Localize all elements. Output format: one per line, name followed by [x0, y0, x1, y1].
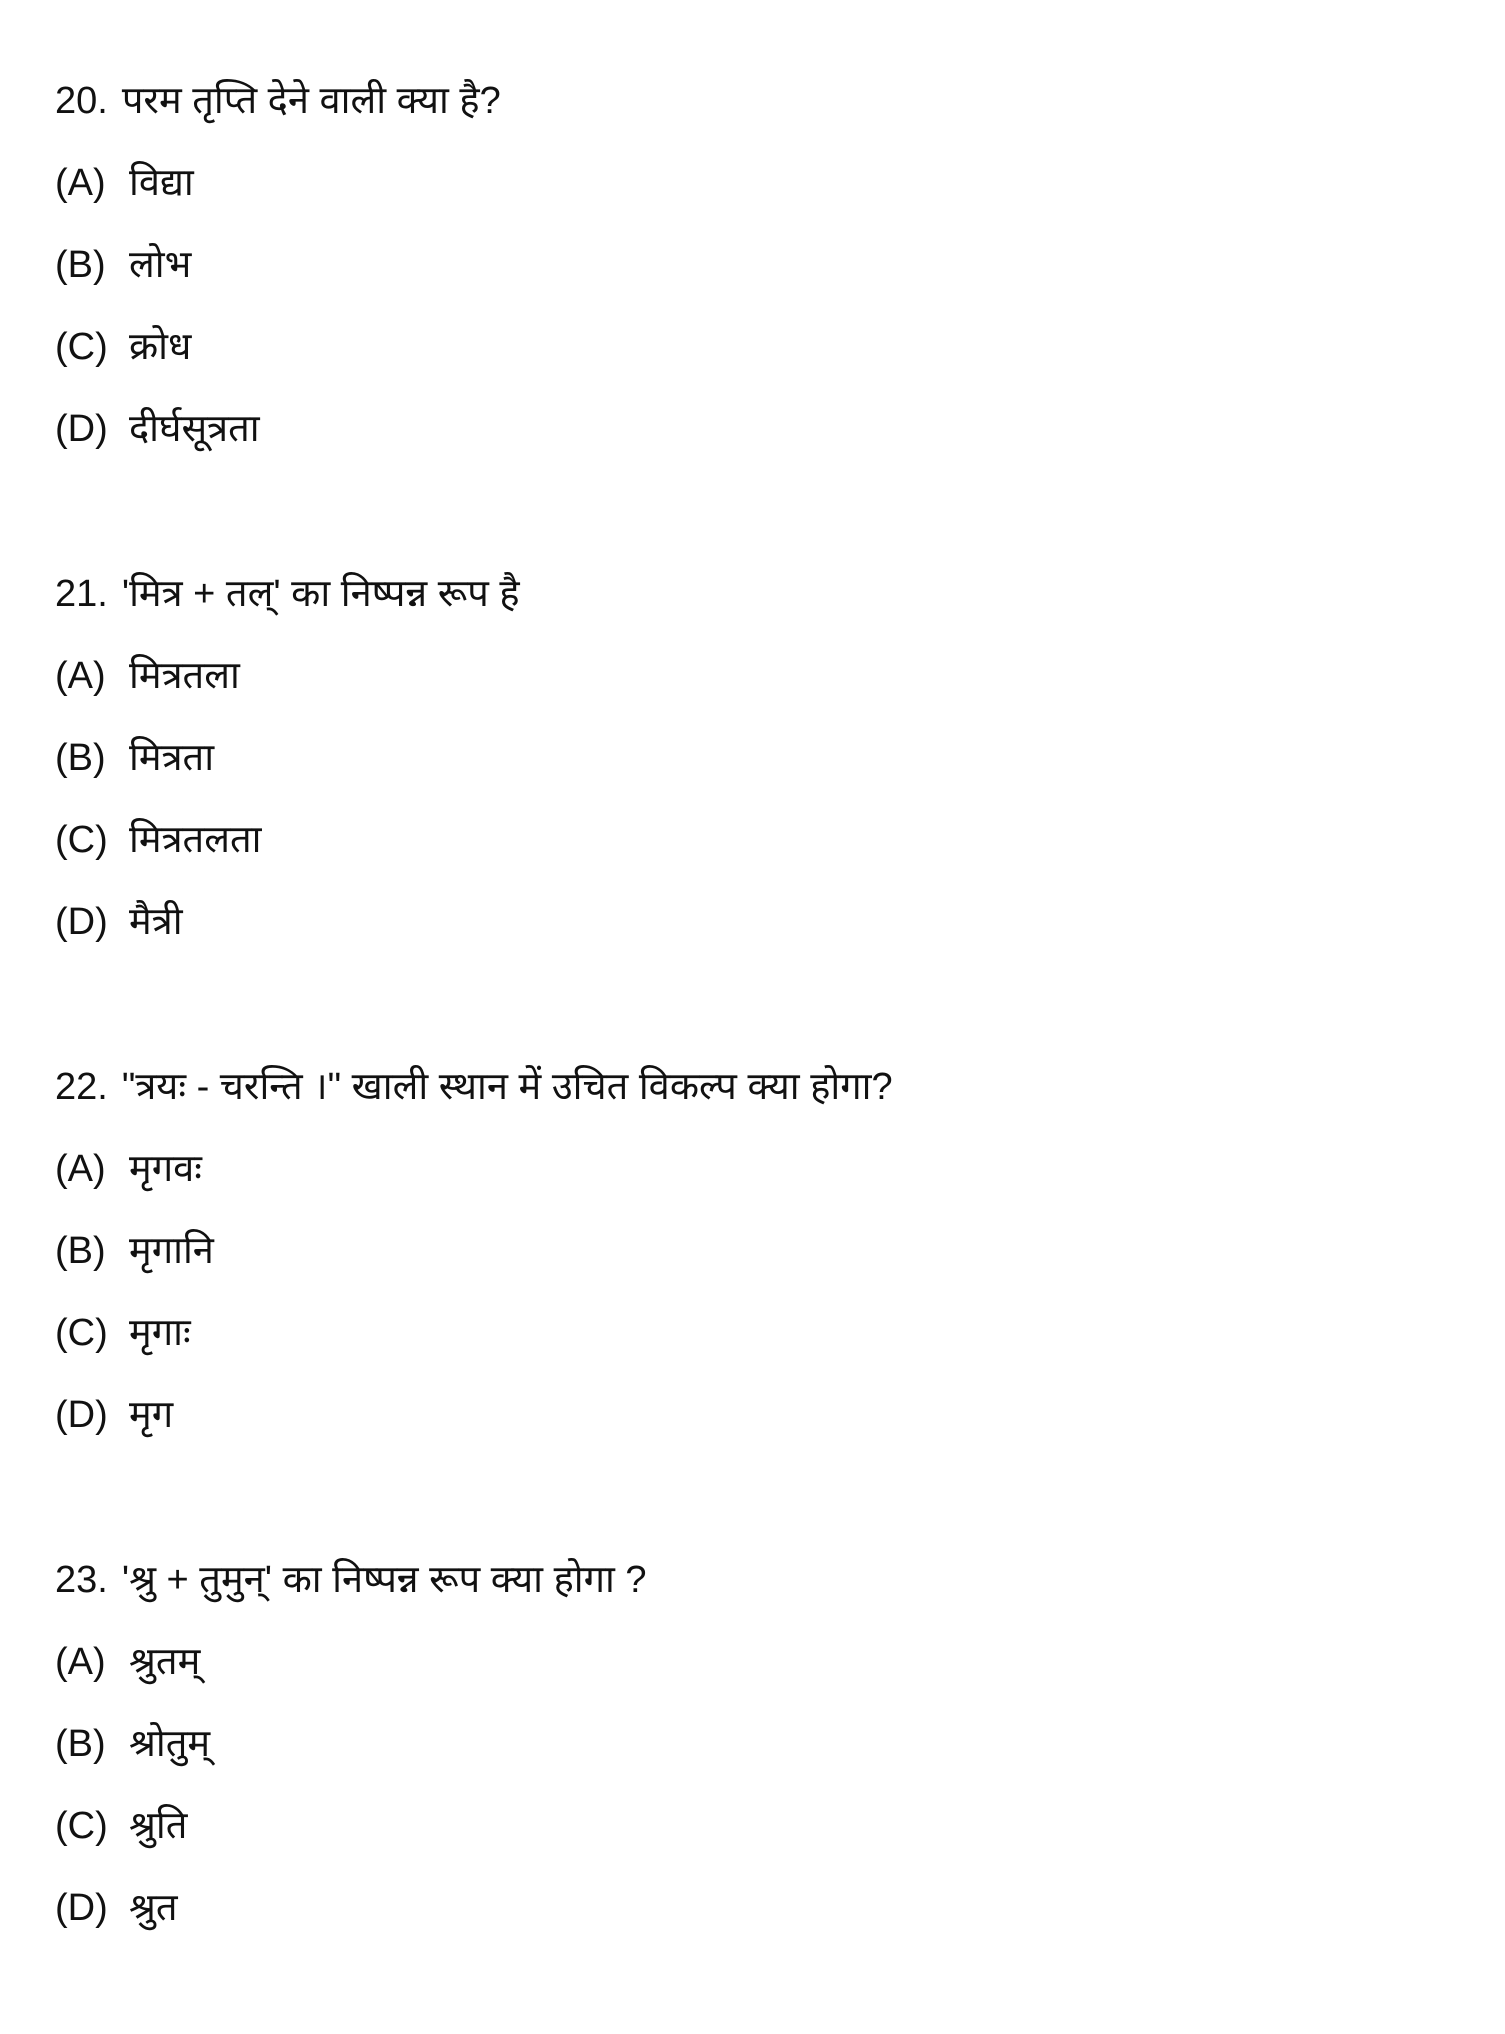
question-number: 20.: [55, 80, 108, 122]
option-c: [55, 1292, 893, 1374]
option-text: मित्रतला: [129, 655, 240, 697]
option-text: श्रुत: [129, 1887, 178, 1929]
question-block: [55, 1539, 647, 1949]
option-text: मैत्री: [129, 901, 183, 943]
question-block: [55, 553, 520, 963]
question-stem: [55, 553, 520, 635]
question-number: 23.: [55, 1559, 108, 1601]
option-b: [55, 717, 520, 799]
question-stem: [55, 1539, 647, 1621]
option-text: मृगवः: [129, 1148, 202, 1190]
option-label: (C): [55, 326, 108, 368]
question-block: [55, 1046, 893, 1456]
option-text: मित्रतलता: [129, 819, 262, 861]
option-d: [55, 388, 501, 470]
option-label: (B): [55, 244, 106, 286]
question-stem: [55, 1046, 893, 1128]
option-text: मृगानि: [129, 1230, 214, 1272]
option-text: मृग: [129, 1394, 174, 1436]
option-c: [55, 799, 520, 881]
option-text: दीर्घसूत्रता: [129, 408, 260, 450]
option-a: [55, 142, 501, 224]
option-label: (B): [55, 737, 106, 779]
option-label: (C): [55, 1805, 108, 1847]
option-a: [55, 635, 520, 717]
option-label: (A): [55, 1148, 106, 1190]
option-label: (A): [55, 162, 106, 204]
question-text: 'मित्र + तल्' का निष्पन्न रूप है: [121, 573, 520, 615]
option-text: श्रुतम्: [129, 1641, 201, 1683]
option-text: श्रोतुम्: [129, 1723, 211, 1765]
option-label: (B): [55, 1723, 106, 1765]
option-label: (D): [55, 1394, 108, 1436]
option-text: विद्या: [129, 162, 194, 204]
option-c: [55, 1785, 647, 1867]
option-c: [55, 306, 501, 388]
option-label: (C): [55, 819, 108, 861]
option-b: [55, 224, 501, 306]
option-text: मित्रता: [129, 737, 215, 779]
option-label: (A): [55, 655, 106, 697]
option-label: (C): [55, 1312, 108, 1354]
option-label: (B): [55, 1230, 106, 1272]
question-stem: [55, 60, 501, 142]
option-label: (D): [55, 901, 108, 943]
option-b: [55, 1703, 647, 1785]
option-text: श्रुति: [129, 1805, 188, 1847]
option-a: [55, 1621, 647, 1703]
question-block: [55, 60, 501, 470]
option-d: [55, 1867, 647, 1949]
option-text: मृगाः: [129, 1312, 191, 1354]
question-text: "त्रयः - चरन्ति ।" खाली स्थान में उचित विकल्प क्या होगा?: [121, 1066, 893, 1108]
option-a: [55, 1128, 893, 1210]
option-text: क्रोध: [129, 326, 192, 368]
question-text: 'श्रु + तुमुन्' का निष्पन्न रूप क्या होगा ?: [121, 1559, 647, 1601]
question-text: परम तृप्ति देने वाली क्या है?: [121, 80, 501, 122]
question-number: 21.: [55, 573, 108, 615]
option-label: (D): [55, 408, 108, 450]
option-d: [55, 1374, 893, 1456]
option-d: [55, 881, 520, 963]
option-b: [55, 1210, 893, 1292]
option-label: (D): [55, 1887, 108, 1929]
option-text: लोभ: [129, 244, 192, 286]
option-label: (A): [55, 1641, 106, 1683]
question-number: 22.: [55, 1066, 108, 1108]
